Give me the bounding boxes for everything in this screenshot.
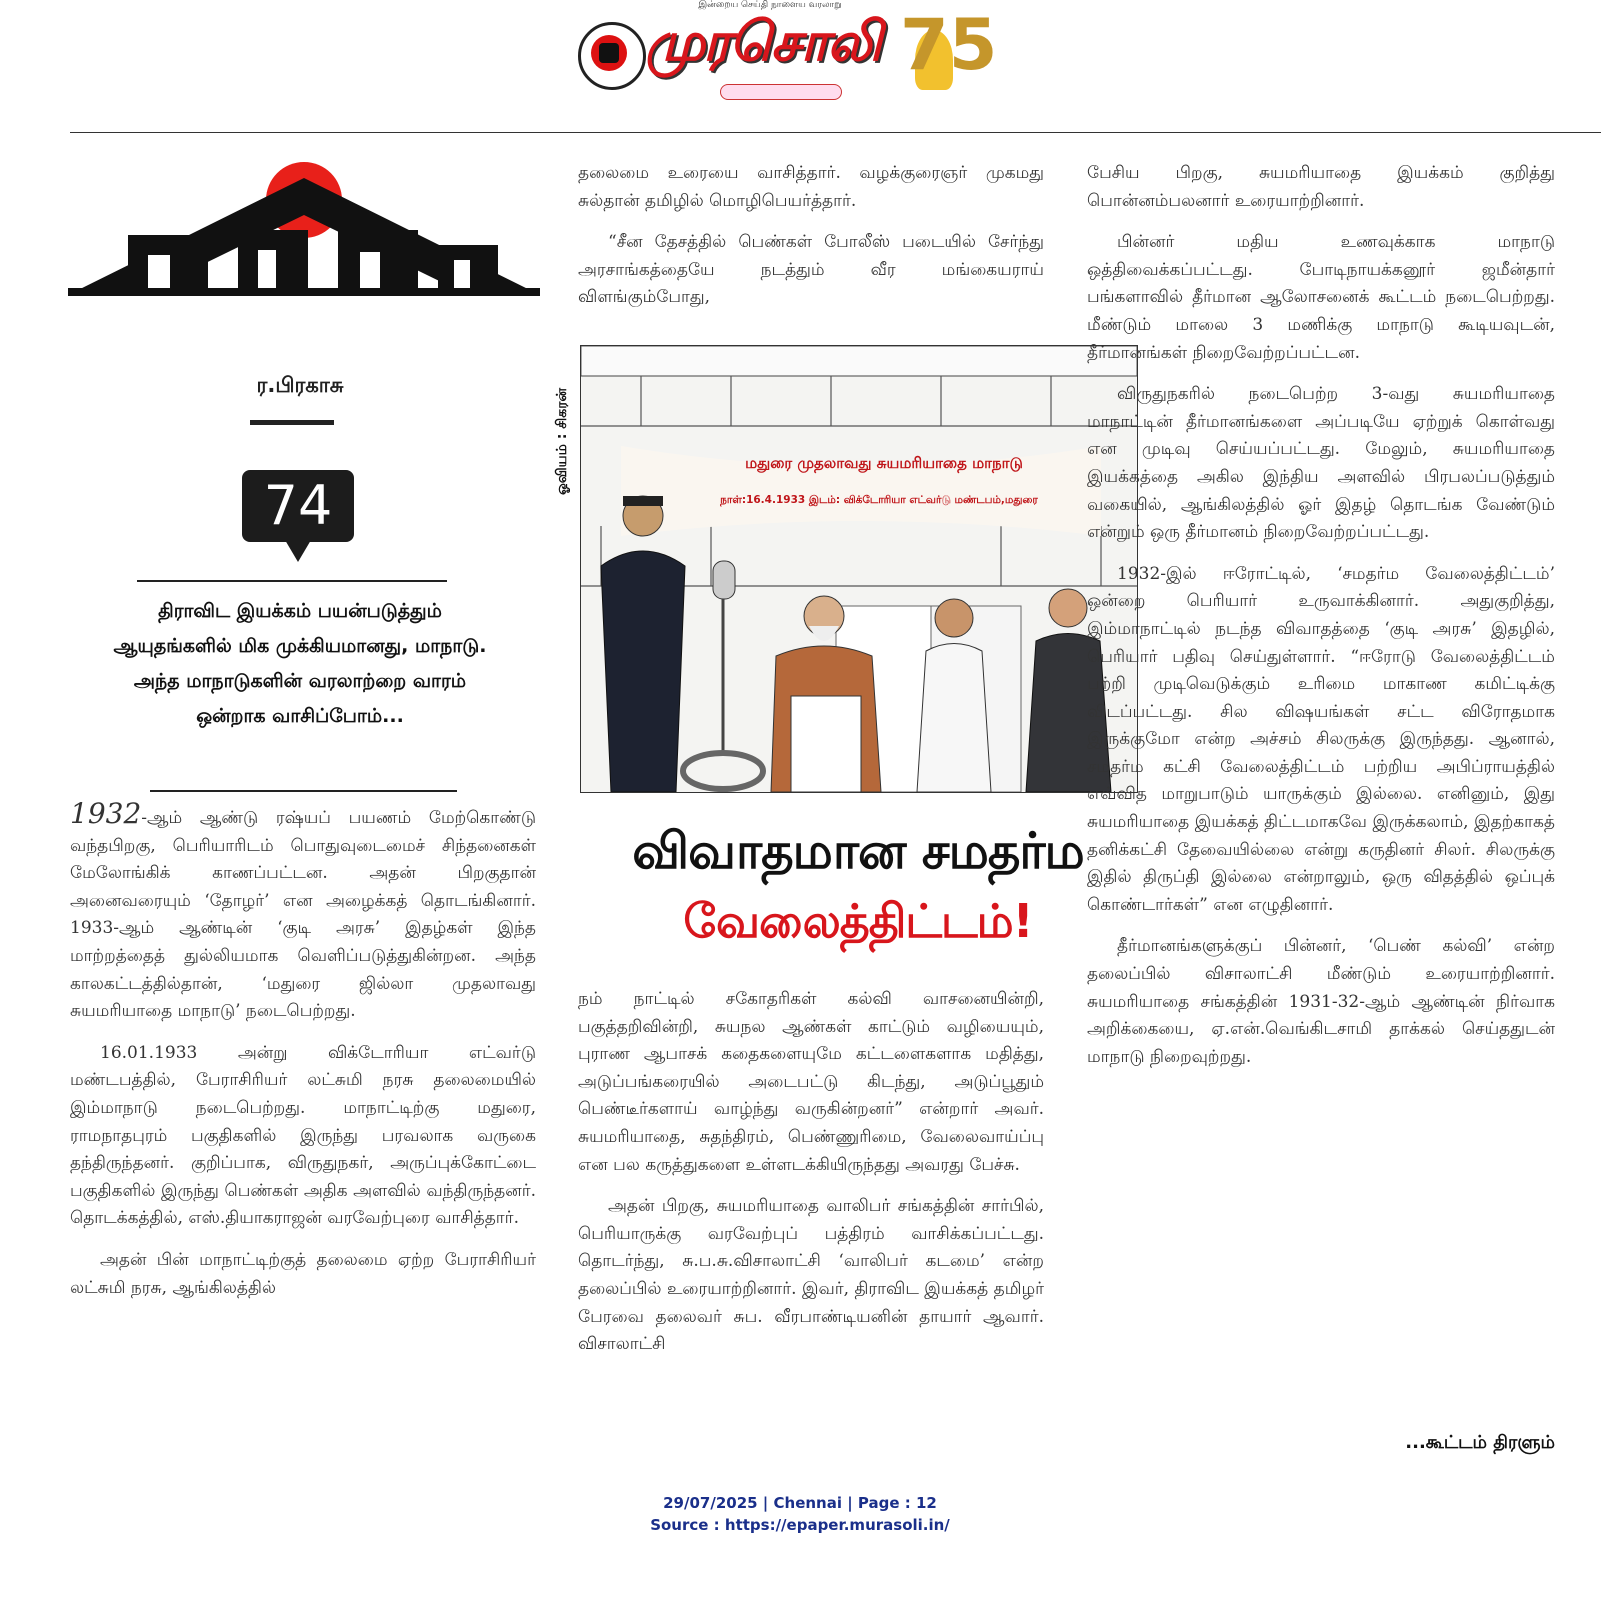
anniversary-mark: 75 xyxy=(900,4,998,86)
article-column-3 xyxy=(1087,160,1555,1085)
masthead xyxy=(570,0,1020,115)
paragraph: அதன் பிறகு, சுயமரியாதை வாலிபர் சங்கத்தின் சார்பில், பெரியாருக்கு வரவேற்புப் பத்திரம் வாசிக்கப்பட்டது. தொடர்ந்து, சு.ப.சு.விசாலாட்சி ‘வாலிபர் கடமை’ என்ற தலைப்பில் உரையாற்றினார். இவர், திராவிட இயக்கத் தமிழர் பேரவை தலைவர் சுப. வீரபாண்டியனின் தாயார் ஆவார். விசாலாட்சி xyxy=(578,1196,1045,1355)
paragraph: “சீன தேசத்தில் பெண்கள் போலீஸ் படையில் சேர்ந்து அரசாங்கத்தையே நடத்தும் வீர மங்கையராய் விளங்கும்போது, xyxy=(578,232,1044,308)
masthead-tagline: இன்றைய செய்தி நாளைய வரலாறு xyxy=(698,0,842,10)
badge-pointer xyxy=(285,540,311,562)
intro-top-rule xyxy=(137,580,447,582)
paragraph: 1932-இல் ஈரோட்டில், ‘சமதர்ம வேலைத்திட்டம்’ ஒன்றை பெரியார் உருவாக்கினார். அதுகுறித்து, இம்மாநாட்டில் நடந்த விவாதத்தை ‘குடி அரசு’ இதழில், பெரியார் பதிவு செய்துள்ளார். “ஈரோடு வேலைத்திட்டம் பற்றி முடிவெடுக்கும் உரிமை மாகாண கமிட்டிக்கு விடப்பட்டது. சில விஷயங்கள் சட்ட விரோதமாக இருக்குமோ என்ற அச்சம் சிலருக்கு இருந்தது. ஆனால், சமதர்ம கட்சி வேலைத்திட்டம் பற்றிய அபிப்ராயத்தில் எவ்வித மாறுபாடும் யாருக்கும் இல்லை. எனினும், இது சுயமரியாதை இயக்கத் திட்டமாகவே இருக்கலாம், இதற்காகத் தனிக்கட்சி தேவையில்லை என்று கருதினர் சிலர். சிலருக்கு இதில் திருப்தி இல்லை என்றாலும், ஒரு விதத்தில் ஒப்புக் கொண்டார்கள்” என எழுதினார். xyxy=(1087,563,1555,915)
article-column-2-bottom xyxy=(578,986,1044,1373)
header-rule xyxy=(70,132,1601,133)
illustration xyxy=(580,345,1138,793)
page-footer xyxy=(600,1492,1000,1536)
dateline: 29/07/2025 | Chennai | Page : 12 xyxy=(663,1494,937,1512)
paragraph: பேசிய பிறகு, சுயமரியாதை இயக்கம் குறித்து பொன்னம்பலனார் உரையாற்றினார். xyxy=(1087,163,1555,211)
headline-line-1: விவாதமான சமதர்ம xyxy=(632,822,1084,880)
banner-title: மதுரை முதலாவது சுயமரியாதை மாநாடு xyxy=(745,454,1023,472)
source-link[interactable]: Source : https://epaper.murasoli.in/ xyxy=(650,1516,950,1534)
paragraph: நம் நாட்டில் சகோதரிகள் கல்வி வாசனையின்றி, பகுத்தறிவின்றி, சுயநல ஆண்கள் காட்டும் வழியையும், புராண ஆபாசக் கதைகளையுமே கட்டளைகளாக மதித்து, அடுப்பங்கரையில் அடைபட்டு கிடந்து, அடுப்பூதும் பெண்டீர்களாய் வாழ்ந்து வருகின்றனர்” என்றார் அவர். சுயமரியாதை, சுதந்திரம், பெண்ணுரிமை, வேலைவாய்ப்பு என பல கருத்துகளை உள்ளடக்கியிருந்தது அவரது பேச்சு. xyxy=(578,989,1044,1175)
article-column-1 xyxy=(70,797,536,1316)
lead-year: 1932 xyxy=(70,797,142,830)
intro-bottom-rule xyxy=(150,790,457,792)
party-emblem-icon xyxy=(578,22,646,90)
editor-line xyxy=(720,84,842,100)
paper-name: முரசொலி xyxy=(645,10,880,73)
author-name: ர.பிரகாசு xyxy=(256,373,344,397)
article-column-2-top xyxy=(578,160,1044,326)
continued-note: ...கூட்டம் திரளும் xyxy=(1405,1432,1555,1453)
episode-badge: 74 xyxy=(242,470,354,542)
paragraph: 16.01.1933 அன்று விக்டோரியா எட்வர்டு மண்டபத்தில், பேராசிரியர் லட்சுமி நரசு தலைமையில் இம்மாநாடு நடைபெற்றது. மாநாட்டிற்கு மதுரை, ராமநாதபுரம் பகுதிகளில் இருந்து பரவலாக வருகை தந்திருந்தனர். குறிப்பாக, விருதுநகர், அருப்புக்கோட்டை பகுதிகளில் இருந்து பெண்கள் அதிக அளவில் வந்திருந்தனர். தொடக்கத்தில், எஸ்.தியாகராஜன் வரவேற்புரை வாசித்தார். xyxy=(70,1042,536,1229)
paragraph: அதன் பின் மாநாட்டிற்குத் தலைமை ஏற்ற பேராசிரியர் லட்சுமி நரசு, ஆங்கிலத்தில் xyxy=(70,1249,536,1298)
paragraph: தலைமை உரையை வாசித்தார். வழக்குரைஞர் முகமது சுல்தான் தமிழில் மொழிபெயர்த்தார். xyxy=(578,163,1044,211)
series-logo xyxy=(68,160,540,300)
headline-line-2: வேலைத்திட்டம்! xyxy=(683,894,1033,948)
illustration-credit: ஓவியம் : சிகரன் xyxy=(554,387,570,495)
banner-subtitle: நாள்:16.4.1933 இடம்: விக்டோரியா எட்வர்டு மண்டபம்,மதுரை xyxy=(720,494,1038,506)
paragraph: 1932-ஆம் ஆண்டு ரஷ்யப் பயணம் மேற்கொண்டு வந்தபிறகு, பெரியாரிடம் பொதுவுடைமைச் சிந்தனைகள் மேலோங்கிக் காணப்பட்டன. அதன் பிறகுதான் அனைவரையும் ‘தோழர்’ என அழைக்கத் தொடங்கினார். 1933-ஆம் ஆண்டின் ‘குடி அரசு’ இதழ்கள் இந்த மாற்றத்தைத் துல்லியமாக வெளிப்படுத்துகின்றன. அந்த காலகட்டத்தில்தான், ‘மதுரை ஜில்லா முதலாவது சுயமரியாதை மாநாடு’ நடைபெற்றது. xyxy=(70,797,536,1022)
series-intro: திராவிட இயக்கம் பயன்படுத்தும் ஆயுதங்களில் மிக முக்கியமானது, மாநாடு. அந்த மாநாடுகளின் வரலாற்றை வாரம் ஒன்றாக வாசிப்போம்... xyxy=(113,600,487,727)
paragraph: விருதுநகரில் நடைபெற்ற 3-வது சுயமரியாதை மாநாட்டின் தீர்மானங்களை அப்படியே ஏற்றுக் கொள்வது என முடிவு செய்யப்பட்டது. மேலும், சுயமரியாதை இயக்கத்தை அகில இந்திய அளவில் பிரபலப்படுத்தும் வகையில், ஆங்கிலத்தில் ஓர் இதழ் தொடங்க வேண்டும் என்றும் ஒரு தீர்மானம் நிறைவேற்றப்பட்டது. xyxy=(1087,384,1555,543)
paragraph: பின்னர் மதிய உணவுக்காக மாநாடு ஒத்திவைக்கப்பட்டது. போடிநாயக்கனூர் ஜமீன்தார் பங்களாவில் தீர்மான ஆலோசனைக் கூட்டம் நடைபெற்றது. மீண்டும் மாலை 3 மணிக்கு மாநாடு கூடியவுடன், தீர்மானங்கள் நிறைவேற்றப்பட்டன. xyxy=(1087,232,1555,363)
author-rule xyxy=(250,420,334,425)
paragraph: தீர்மானங்களுக்குப் பின்னர், ‘பெண் கல்வி’ என்ற தலைப்பில் விசாலாட்சி மீண்டும் உரையாற்றினார். சுயமரியாதை சங்கத்தின் 1931-32-ஆம் ஆண்டின் நிர்வாக அறிக்கையை, ஏ.என்.வெங்கிடசாமி தாக்கல் செய்ததுடன் மாநாடு நிறைவுற்றது. xyxy=(1087,936,1555,1067)
